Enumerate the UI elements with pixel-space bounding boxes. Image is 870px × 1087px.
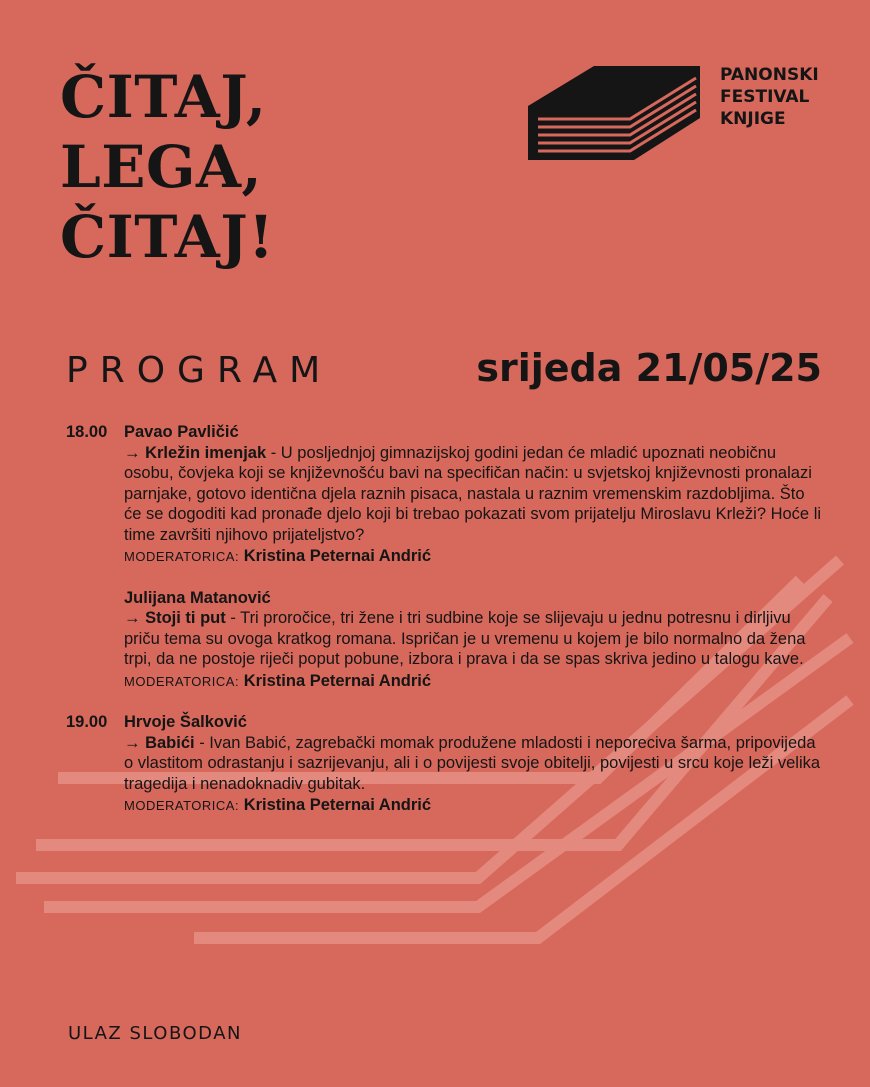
program-entry — [66, 588, 826, 693]
title-line-2: LEGA, — [60, 133, 263, 201]
entry-description-block — [124, 443, 826, 546]
entry-book-title: → Babići — [124, 733, 195, 752]
entry-moderator — [124, 546, 826, 568]
entry-book-title: → Stoji ti put — [124, 609, 226, 627]
moderator-name: Kristina Peternai Andrić — [243, 671, 432, 690]
entry-description-block — [124, 733, 826, 795]
entry-time: 18.00 — [66, 423, 108, 441]
entry-book-title: → Krležin imenjak — [124, 443, 267, 462]
festival-line-2: FESTIVAL — [720, 87, 810, 107]
moderator-label: MODERATORICA: — [124, 673, 240, 689]
entry-author: Pavao Pavličić — [124, 423, 239, 441]
program-heading: PROGRAM — [66, 350, 333, 391]
entry-moderator — [124, 671, 826, 693]
entry-description: - Ivan Babić, zagrebački momak produžene mladosti i neporeciva šarma, pripovijeda o vlastitom odrastanju i sazrijevanju, ali i o povijesti svoje obitelji, povijesti u srcu koje leži velika tragedija i nenadoknadiv gubitak. — [124, 733, 821, 793]
entry-time: 19.00 — [66, 713, 108, 731]
program-schedule — [66, 422, 826, 837]
event-date: srijeda 21/05/25 — [476, 346, 822, 390]
festival-line-3: KNJIGE — [720, 109, 786, 129]
festival-line-1: PANONSKI — [720, 65, 819, 85]
entry-moderator — [124, 795, 826, 817]
program-entry — [66, 712, 826, 817]
moderator-label: MODERATORICA: — [124, 549, 240, 564]
program-entry — [66, 422, 826, 568]
festival-name — [720, 64, 819, 130]
entry-description: - Tri proročice, tri žene i tri sudbine koje se slijevaju u jednu potresnu i dirljivu priču tema su ovoga kratkog romana. Ispričan je u vremenu u kojem je bilo normalno da žena trpi, da ne postoje riječi poput pobune, izbora i prava i da se spas skriva jedino u talogu kave. — [124, 609, 806, 668]
moderator-name: Kristina Peternai Andrić — [243, 547, 432, 565]
entry-description: - U posljednjoj gimnazijskoj godini jedan će mladić upoznati neobičnu osobu, čovjeka koji se književnošću bavi na specifičan način: u svjetskoj književnosti pronalazi parnjake, gotovo identična djela raznih pisaca, nastala u raznim vremenskim razdobljima. Što će se dogoditi kad pronađe djelo koji bi trebao pokazati svom prijatelju Miroslavu Krleži? Hoće li time završiti njihovo prijateljstvo? — [124, 443, 822, 544]
entry-author: Julijana Matanović — [124, 588, 271, 607]
moderator-label: MODERATORICA: — [124, 798, 240, 813]
moderator-name: Kristina Peternai Andrić — [243, 796, 432, 814]
entry-author: Hrvoje Šalković — [124, 713, 247, 731]
book-stack-logo-icon — [526, 64, 702, 162]
free-entry-note: ULAZ SLOBODAN — [68, 1023, 242, 1044]
title-line-3: ČITAJ! — [60, 203, 275, 271]
poster-title — [60, 62, 274, 272]
title-line-1: ČITAJ, — [60, 63, 267, 131]
entry-description-block — [124, 608, 826, 670]
